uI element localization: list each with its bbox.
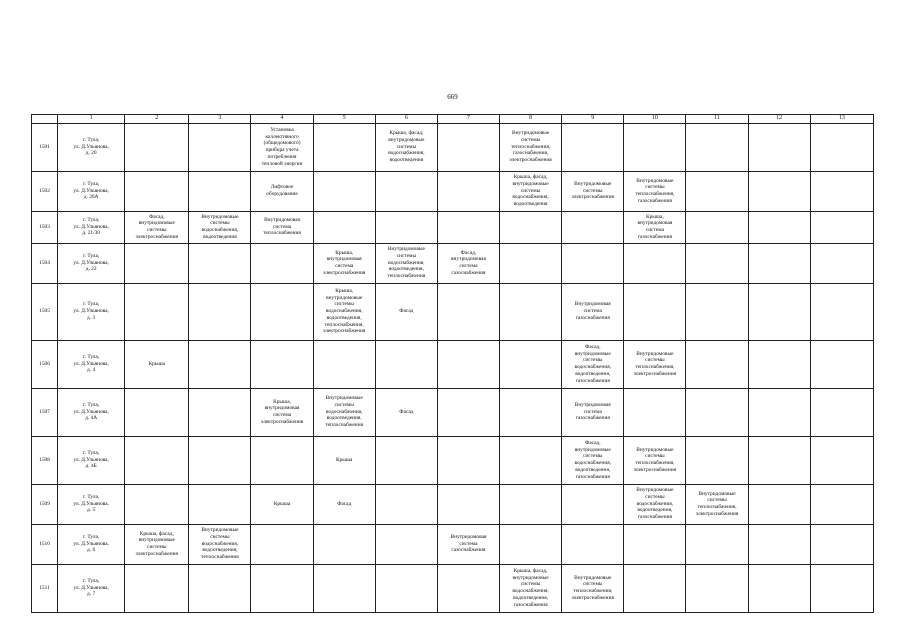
address-cell: г. Тула, ул. Д.Ульянова, д. 4Б [58,436,125,484]
column-header: 13 [810,115,873,124]
work-cell [624,524,686,564]
row-number: 1510 [32,524,58,564]
work-cell [748,564,810,612]
work-cell: Внутридомовые системы водоснабжения, водоотведения, теплоснабжения [189,524,251,564]
work-cell [437,436,499,484]
address-cell: г. Тула, ул. Д.Ульянова, д. 22 [58,243,125,283]
work-cell [686,524,748,564]
address-cell: г. Тула, ул. Д.Ульянова, д. 20 [58,123,125,171]
address-cell: г. Тула, ул. Д.Ульянова, д. 21/30 [58,211,125,243]
work-cell [500,436,562,484]
work-cell [125,243,189,283]
table-row [32,123,874,171]
table-row [32,243,874,283]
work-cell [686,340,748,388]
column-header: 7 [437,115,499,124]
column-header: 4 [251,115,313,124]
work-cell [125,436,189,484]
work-cell [748,340,810,388]
work-cell [375,564,437,612]
row-number: 1511 [32,564,58,612]
work-cell [189,388,251,436]
work-cell [748,243,810,283]
work-cell [189,340,251,388]
work-cell: Фасад [375,388,437,436]
work-cell: Крыша [251,484,313,524]
work-cell [686,211,748,243]
work-cell: Фасад, внутридомовые системы водоснабжения, водоотведения, газоснабжения [562,436,624,484]
page-number: 669 [447,93,458,101]
column-header: 8 [500,115,562,124]
work-cell [748,484,810,524]
work-cell [125,171,189,211]
work-cell [437,211,499,243]
work-cell [189,283,251,340]
work-cell: Внутридомовые системы водоснабжения, водоотведения, теплоснабжения [313,388,375,436]
work-cell [375,484,437,524]
work-cell [125,123,189,171]
work-cell [313,524,375,564]
work-cell [686,388,748,436]
work-cell [748,211,810,243]
work-cell [810,524,873,564]
work-cell [189,123,251,171]
table-row [32,283,874,340]
work-cell [810,211,873,243]
header-row [32,115,874,124]
work-cell: Внутридомовые системы теплоснабжения, газоснабжения [624,171,686,211]
address-cell: г. Тула, ул. Д.Ульянова, д. 5 [58,484,125,524]
work-cell: Фасад [375,283,437,340]
work-cell [500,524,562,564]
work-cell [500,388,562,436]
work-cell [810,388,873,436]
address-cell: г. Тула, ул. Д.Ульянова, д. 6 [58,524,125,564]
work-cell [437,564,499,612]
work-cell [686,243,748,283]
table-row [32,388,874,436]
work-cell [437,388,499,436]
work-cell: Внутридомовая система теплоснабжения [251,211,313,243]
work-cell [500,340,562,388]
work-cell: Крыша [125,340,189,388]
work-cell [562,211,624,243]
work-cell: Внутридомовые системы водоснабжения, водоотведения, теплоснабжения [375,243,437,283]
work-cell [189,484,251,524]
work-cell [125,484,189,524]
work-cell: Крыша, фасад, внутридомовые системы водоснабжения, водоотведения [375,123,437,171]
header-cell-blank [32,115,58,124]
column-header: 5 [313,115,375,124]
address-cell: г. Тула, ул. Д.Ульянова, д. 3 [58,283,125,340]
work-cell [437,484,499,524]
work-cell: Внутридомовые системы теплоснабжения, электроснабжения [624,340,686,388]
work-cell [189,436,251,484]
work-cell [313,211,375,243]
work-cell: Фасад [313,484,375,524]
work-cell [437,340,499,388]
row-number: 1502 [32,171,58,211]
work-cell: Лифтовое оборудование [251,171,313,211]
column-header: 6 [375,115,437,124]
work-cell [810,123,873,171]
work-cell [624,243,686,283]
work-cell [686,123,748,171]
work-cell: Внутридомовые системы теплоснабжения, электроснабжения [624,436,686,484]
address-cell: г. Тула, ул. Д.Ульянова, д. 20А [58,171,125,211]
work-cell [125,283,189,340]
work-cell [251,340,313,388]
table-row [32,524,874,564]
column-header: 10 [624,115,686,124]
work-cell [562,123,624,171]
work-cell [748,388,810,436]
work-cell [251,243,313,283]
work-cell [189,243,251,283]
work-cell [500,484,562,524]
work-cell: Крыша, внутридомовая система электроснабжения [251,388,313,436]
work-cell [375,340,437,388]
work-cell: Крыша, внутридомовая система электроснабжения [313,243,375,283]
column-header: 11 [686,115,748,124]
row-number: 1508 [32,436,58,484]
work-cell [189,171,251,211]
table-row [32,436,874,484]
work-cell [313,171,375,211]
work-cell [562,243,624,283]
work-cell [686,171,748,211]
work-cell: Внутридомовые системы теплоснабжения, электроснабжения [562,564,624,612]
work-cell [748,123,810,171]
work-cell: Внутридомовые системы водоснабжения, водоотведения, газоснабжения [624,484,686,524]
row-number: 1503 [32,211,58,243]
work-cell: Фасад, внутридомовые системы электроснабжения [125,211,189,243]
work-cell [748,436,810,484]
table-row [32,211,874,243]
work-cell [810,243,873,283]
work-cell [810,340,873,388]
work-cell: Установка коллективного (общедомового) прибора учета потребления тепловой энергии [251,123,313,171]
work-cell [624,388,686,436]
work-cell: Фасад, внутридомовая система газоснабжения [437,243,499,283]
row-number: 1507 [32,388,58,436]
column-header: 9 [562,115,624,124]
work-cell [189,564,251,612]
work-cell [810,564,873,612]
address-cell: г. Тула, ул. Д.Ульянова, д. 4 [58,340,125,388]
table-row [32,484,874,524]
work-cell [251,564,313,612]
work-cell: Внутридомовая система газоснабжения [437,524,499,564]
work-cell [500,243,562,283]
work-cell [686,564,748,612]
work-cell [125,564,189,612]
row-number: 1504 [32,243,58,283]
work-cell: Крыша, внутридомовая система газоснабжения [624,211,686,243]
table-row [32,564,874,612]
work-cell: Внутридомовая система газоснабжения [562,283,624,340]
work-cell [810,283,873,340]
work-cell [562,484,624,524]
row-number: 1505 [32,283,58,340]
row-number: 1509 [32,484,58,524]
capital-repair-table [31,114,874,613]
work-cell [375,524,437,564]
work-cell: Внутридомовая система газоснабжения [562,388,624,436]
work-cell: Внутридомовые системы электроснабжения [562,171,624,211]
row-number: 1501 [32,123,58,171]
address-cell: г. Тула, ул. Д.Ульянова, д. 4А [58,388,125,436]
work-cell [437,171,499,211]
work-cell [810,436,873,484]
work-cell [810,171,873,211]
column-header: 12 [748,115,810,124]
work-cell [562,524,624,564]
work-cell [624,283,686,340]
work-cell [686,436,748,484]
column-header: 2 [125,115,189,124]
column-header: 3 [189,115,251,124]
work-cell [375,171,437,211]
work-cell: Внутридомовые системы водоснабжения, водоотведения [189,211,251,243]
work-cell: Крыша, фасад, внутридомовые системы водоснабжения, водоотведения [500,171,562,211]
work-cell: Крыша, фасад, внутридомовые системы водоснабжения, водоотведения, газоснабжения [500,564,562,612]
work-cell [375,436,437,484]
work-cell [437,123,499,171]
work-cell [624,123,686,171]
work-cell [313,123,375,171]
work-cell: Внутридомовые системы теплоснабжения, газоснабжения, электроснабжения [500,123,562,171]
work-cell [748,171,810,211]
work-cell [500,283,562,340]
column-header: 1 [58,115,125,124]
work-cell: Крыша, фасад, внутридомовые системы электроснабжения [125,524,189,564]
work-cell [810,484,873,524]
work-cell [624,564,686,612]
address-cell: г. Тула, ул. Д.Ульянова, д. 7 [58,564,125,612]
work-cell: Фасад, внутридомовые системы водоснабжения, водоотведения, газоснабжения [562,340,624,388]
work-cell: Крыша [313,436,375,484]
work-cell [748,283,810,340]
work-cell [686,283,748,340]
work-cell: Крыша, внутридомовые системы водоснабжения, водоотведения, теплоснабжения, электроснабжения [313,283,375,340]
work-cell [313,564,375,612]
work-cell [500,211,562,243]
work-cell [748,524,810,564]
work-cell [251,524,313,564]
work-cell [313,340,375,388]
table-row [32,171,874,211]
work-cell [375,211,437,243]
work-cell [437,283,499,340]
table-row [32,340,874,388]
row-number: 1506 [32,340,58,388]
work-cell [251,283,313,340]
work-cell [125,388,189,436]
work-cell: Внутридомовые системы теплоснабжения, электроснабжения [686,484,748,524]
work-cell [251,436,313,484]
